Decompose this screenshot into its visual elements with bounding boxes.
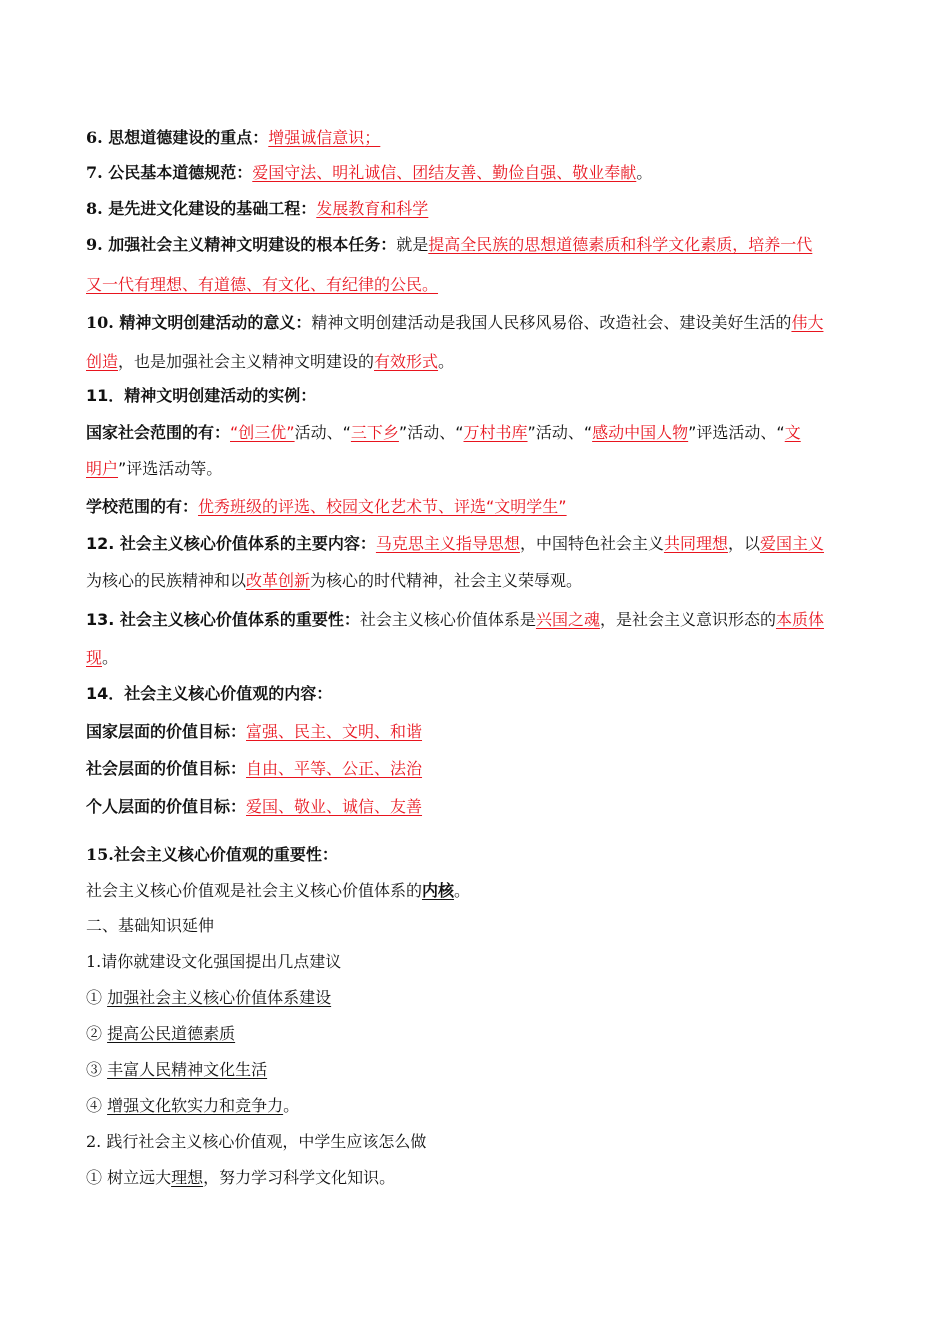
answer-text: 创造	[86, 352, 119, 371]
answer-text: 又一代有理想、有道德、有文化、有纪律的公民。	[86, 275, 439, 294]
body-text: ”活动、“	[527, 423, 593, 442]
answer-text: 提高公民道德素质	[107, 1024, 236, 1043]
heading-text: 9. 加强社会主义精神文明建设的根本任务：	[86, 235, 397, 254]
item-10-line-2	[86, 350, 876, 374]
answer-text: 共同理想	[663, 534, 728, 553]
heading-text: 8. 是先进文化建设的基础工程：	[86, 199, 317, 218]
item-12-line-1	[86, 532, 876, 556]
answer-text: 自由、平等、公正、法治	[246, 759, 423, 778]
item-11-heading	[86, 384, 876, 408]
heading-text: 个人层面的价值目标：	[86, 797, 247, 816]
question-text: 2. 践行社会主义核心价值观，中学生应该怎么做	[86, 1132, 427, 1151]
body-text: 活动、“	[294, 423, 351, 442]
item-11-national-line-2	[86, 457, 876, 481]
item-7	[86, 161, 876, 185]
question-2	[86, 1130, 876, 1154]
body-text: ，以	[727, 534, 760, 553]
answer-text: 富强、民主、文明、和谐	[246, 722, 423, 741]
answer-text: 优秀班级的评选、校园文化艺术节、评选“文明学生”	[198, 497, 567, 516]
answer-text: “创三优”	[230, 423, 295, 442]
punctuation: 。	[454, 881, 471, 900]
list-marker: ②	[86, 1024, 108, 1043]
heading-text: 13. 社会主义核心价值体系的重要性：	[86, 610, 360, 629]
answer-1-1	[86, 986, 876, 1010]
body-text: ① 树立远大	[86, 1168, 172, 1187]
answer-text: 现	[86, 648, 103, 667]
answer-text: 理想	[171, 1168, 204, 1187]
body-text: 社会主义核心价值观是社会主义核心价值体系的	[86, 881, 423, 900]
heading-text: 国家社会范围的有：	[86, 423, 231, 442]
body-text: ”评选活动、“	[688, 423, 785, 442]
body-text: ”评选活动等。	[118, 459, 223, 478]
answer-text: 爱国主义	[759, 534, 824, 553]
emphasis-text: 内核	[422, 881, 455, 900]
list-marker: ③	[86, 1060, 108, 1079]
section-2-heading	[86, 914, 876, 938]
item-14-heading	[86, 682, 876, 706]
answer-text: 丰富人民精神文化生活	[107, 1060, 268, 1079]
body-text: ，中国特色社会主义	[519, 534, 664, 553]
answer-text: 爱国、敬业、诚信、友善	[246, 797, 423, 816]
answer-2-1	[86, 1166, 876, 1190]
answer-text: 增强诚信意识	[268, 128, 365, 147]
punctuation: 。	[283, 1096, 300, 1115]
answer-text: 提高全民族的思想道德素质和科学文化素质，培养一代	[428, 235, 813, 254]
punctuation: ；	[364, 128, 381, 147]
body-text: 为核心的时代精神，社会主义荣辱观。	[310, 571, 583, 590]
body-text: ，也是加强社会主义精神文明建设的	[118, 352, 375, 371]
heading-text: 6. 思想道德建设的重点：	[86, 128, 269, 147]
item-6	[86, 126, 876, 150]
answer-text: 万村书库	[463, 423, 528, 442]
body-text: 社会主义核心价值体系是	[359, 610, 536, 629]
punctuation: 。	[636, 163, 653, 182]
question-text: 1.请你就建设文化强国提出几点建议	[86, 952, 342, 971]
answer-text: 三下乡	[350, 423, 399, 442]
heading-text: 国家层面的价值目标：	[86, 722, 247, 741]
item-14-social	[86, 757, 876, 781]
section-title: 二、基础知识延伸	[86, 916, 215, 935]
item-15-body	[86, 879, 876, 903]
answer-text: 本质体	[775, 610, 824, 629]
item-15-heading	[86, 843, 876, 867]
body-text: 为核心的民族精神和以	[86, 571, 247, 590]
punctuation: 。	[102, 648, 119, 667]
item-13-line-2	[86, 646, 876, 670]
answer-1-4	[86, 1094, 876, 1118]
item-13-line-1	[86, 608, 876, 632]
item-9-line-1	[86, 233, 876, 257]
body-text: 精神文明创建活动是我国人民移风易俗、改造社会、建设美好生活的	[311, 313, 792, 332]
item-14-national	[86, 720, 876, 744]
heading-text: 社会层面的价值目标：	[86, 759, 247, 778]
item-8	[86, 197, 876, 221]
item-11-school	[86, 495, 876, 519]
heading-text: 15.社会主义核心价值观的重要性：	[86, 845, 338, 864]
answer-text: 伟大	[791, 313, 824, 332]
item-12-line-2	[86, 569, 876, 593]
heading-text: 学校范围的有：	[86, 497, 199, 516]
answer-text: 发展教育和科学	[316, 199, 429, 218]
question-1	[86, 950, 876, 974]
heading-text: 7. 公民基本道德规范：	[86, 163, 253, 182]
list-marker: ④	[86, 1096, 108, 1115]
heading-text: 11．精神文明创建活动的实例：	[86, 386, 317, 405]
answer-text: 有效形式	[374, 352, 439, 371]
heading-text: 14．社会主义核心价值观的内容：	[86, 684, 333, 703]
answer-text: 感动中国人物	[592, 423, 689, 442]
body-text: ，努力学习科学文化知识。	[203, 1168, 396, 1187]
answer-1-3	[86, 1058, 876, 1082]
answer-text: 改革创新	[246, 571, 311, 590]
item-9-line-2	[86, 273, 876, 297]
answer-text: 兴国之魂	[535, 610, 600, 629]
heading-text: 10. 精神文明创建活动的意义：	[86, 313, 312, 332]
answer-text: 爱国守法、明礼诚信、团结友善、勤俭自强、敬业奉献	[252, 163, 637, 182]
item-11-national-line-1	[86, 421, 876, 445]
answer-text: 明户	[86, 459, 119, 478]
heading-text: 12. 社会主义核心价值体系的主要内容：	[86, 534, 376, 553]
answer-text: 马克思主义指导思想	[375, 534, 520, 553]
answer-text: 文	[784, 423, 801, 442]
list-marker: ①	[86, 988, 108, 1007]
body-text: ”活动、“	[398, 423, 464, 442]
answer-text: 增强文化软实力和竞争力	[107, 1096, 284, 1115]
punctuation: 。	[438, 352, 455, 371]
body-text: ，是社会主义意识形态的	[599, 610, 776, 629]
item-10-line-1	[86, 311, 876, 335]
item-14-personal	[86, 795, 876, 819]
body-text: 就是	[396, 235, 429, 254]
answer-text: 加强社会主义核心价值体系建设	[107, 988, 332, 1007]
answer-1-2	[86, 1022, 876, 1046]
